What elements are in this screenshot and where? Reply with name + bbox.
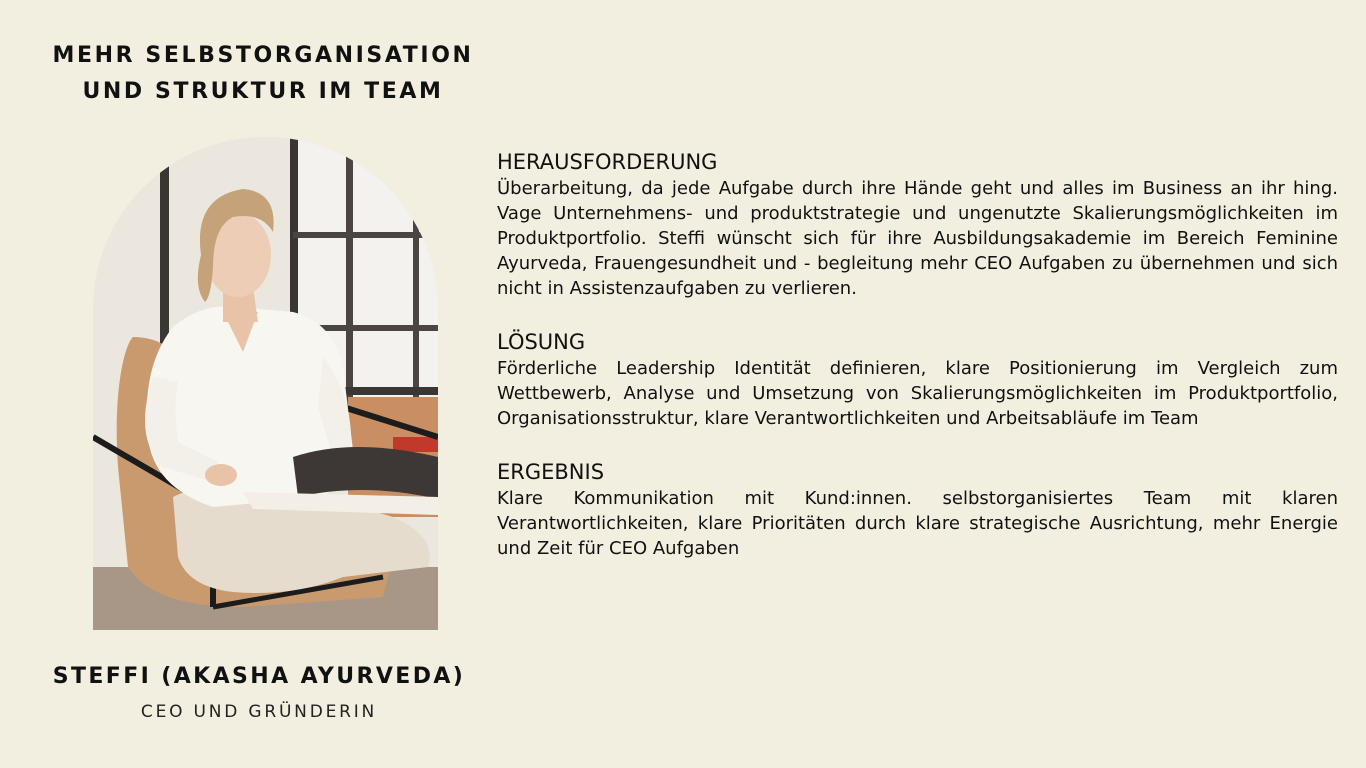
page-title <box>30 38 496 110</box>
page-title-line-2: UND STRUKTUR IM TEAM <box>82 79 444 104</box>
section-heading: LÖSUNG <box>497 330 586 354</box>
section-challenge <box>497 148 1338 301</box>
section-solution <box>497 328 1338 431</box>
section-body: Überarbeitung, da jede Aufgabe durch ihre Hände geht und alles im Business an ihr hing. Vage Unternehmens- und produktstrategie und ungenutzte Skalierungsmöglichkeiten im Produktportfolio. Steffi wünscht sich für ihre Ausbildungsakademie im Bereich Feminine Ayurveda, Frauengesundheit und - begleitung mehr CEO Aufgaben zu übernehmen und sich nicht in Assistenzaufgaben zu verlieren. <box>497 178 1338 299</box>
section-body: Klare Kommunikation mit Kund:innen. selbstorganisiertes Team mit klaren Verantwortlichkeiten, klare Prioritäten durch klare strategische Ausrichtung, mehr Energie und Zeit für CEO Aufgaben <box>497 488 1338 559</box>
portrait-photo <box>93 137 438 630</box>
section-body: Förderliche Leadership Identität definieren, klare Positionierung im Vergleich zum Wettbewerb, Analyse und Umsetzung von Skalierungsmöglichkeiten im Produktportfolio, Organisationsstruktur, klare Verantwortlichkeiten und Arbeitsabläufe im Team <box>497 358 1338 429</box>
portrait-photo-illustration <box>93 137 438 630</box>
page-title-line-1: MEHR SELBSTORGANISATION <box>52 43 474 68</box>
section-heading: ERGEBNIS <box>497 460 605 484</box>
person-name: STEFFI (AKASHA AYURVEDA) <box>52 664 466 689</box>
section-heading: HERAUSFORDERUNG <box>497 150 718 174</box>
section-result <box>497 458 1338 561</box>
case-study-content <box>497 148 1338 588</box>
person-role: CEO UND GRÜNDERIN <box>140 702 378 722</box>
